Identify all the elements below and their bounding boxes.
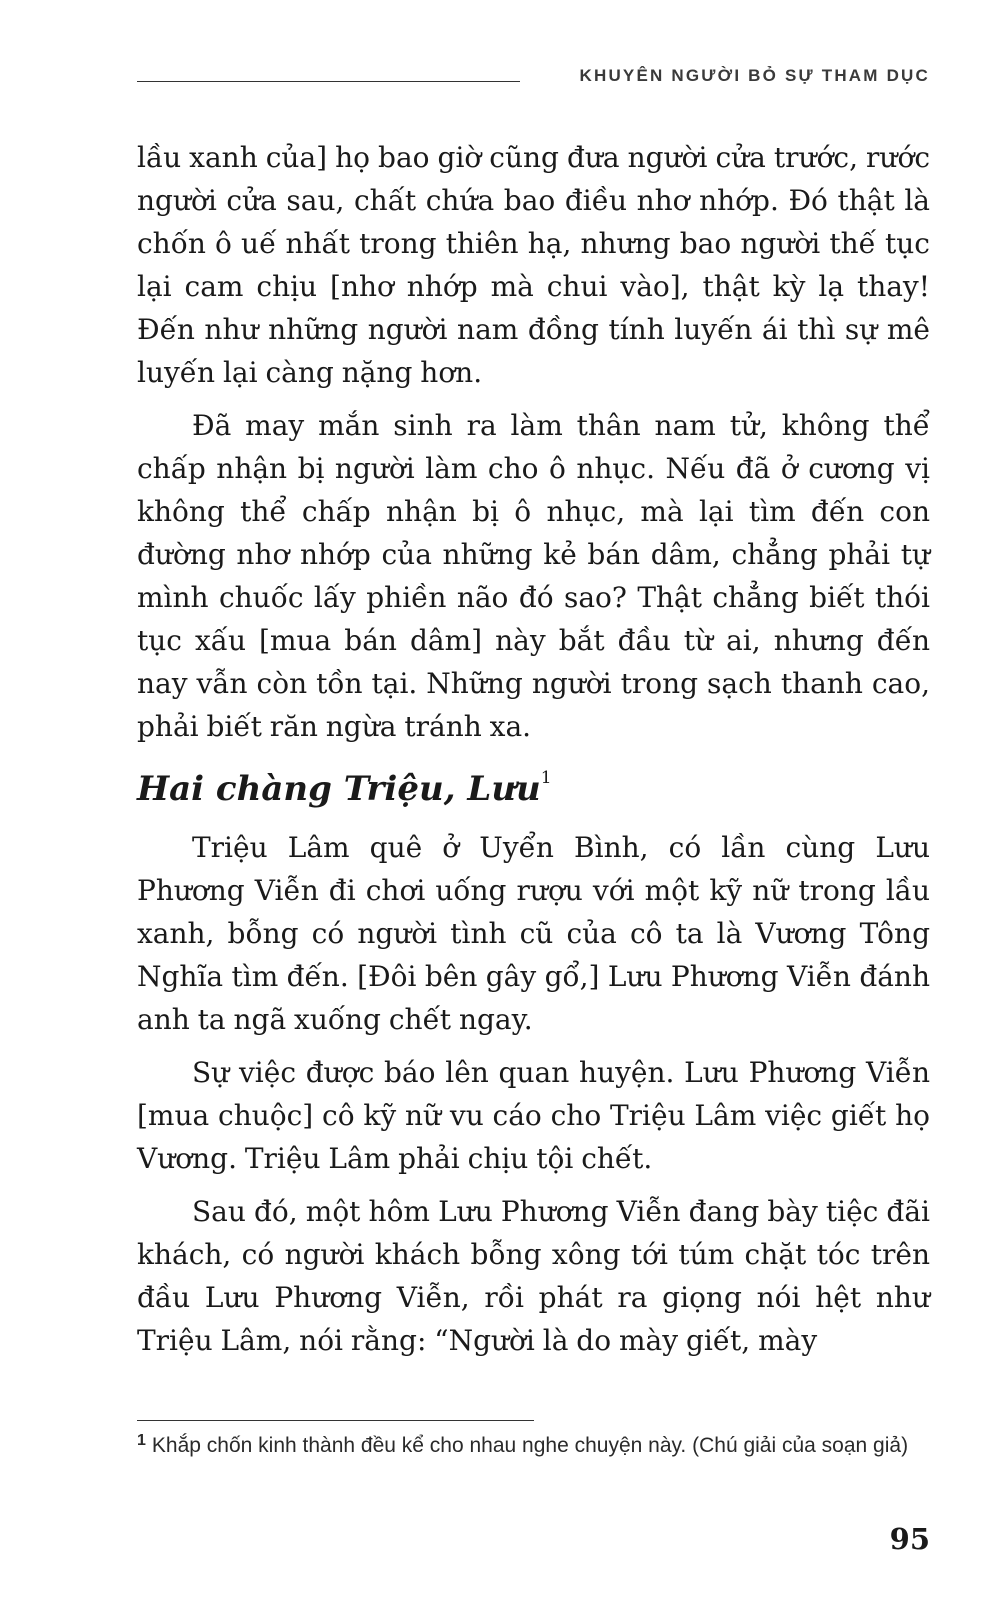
footnote-number: 1 (137, 1432, 146, 1449)
footnote (137, 1430, 930, 1461)
paragraph: Triệu Lâm quê ở Uyển Bình, có lần cùng Lưu Phương Viễn đi chơi uống rượu với một kỹ nữ trong lầu xanh, bỗng có người tình cũ của cô ta là Vương Tông Nghĩa tìm đến. [Đôi bên gây gổ,] Lưu Phương Viễn đánh anh ta ngã xuống chết ngay. (137, 831, 930, 1036)
footnote-text: Khắp chốn kinh thành đều kể cho nhau nghe chuyện này. (Chú giải của soạn giả) (151, 1434, 909, 1457)
footnote-rule (137, 1420, 534, 1421)
paragraph: Đã may mắn sinh ra làm thân nam tử, không thể chấp nhận bị người làm cho ô nhục. Nếu đã ở cương vị không thể chấp nhận bị ô nhục, mà lại tìm đến con đường nhơ nhớp của những kẻ bán dâm, chẳng phải tự mình chuốc lấy phiền não đó sao? Thật chẳng biết thói tục xấu [mua bán dâm] này bắt đầu từ ai, nhưng đến nay vẫn còn tồn tại. Những người trong sạch thanh cao, phải biết răn ngừa tránh xa. (137, 409, 930, 743)
page-body (137, 136, 930, 1362)
paragraph: Sự việc được báo lên quan huyện. Lưu Phương Viễn [mua chuộc] cô kỹ nữ vu cáo cho Triệu Lâm việc giết họ Vương. Triệu Lâm phải chịu tội chết. (137, 1056, 930, 1175)
footnote-reference[interactable]: 1 (540, 768, 552, 788)
section-heading (137, 766, 930, 812)
header-rule (137, 81, 520, 82)
paragraph-continuation: lầu xanh của] họ bao giờ cũng đưa người cửa trước, rước người cửa sau, chất chứa bao điều nhơ nhớp. Đó thật là chốn ô uế nhất trong thiên hạ, nhưng bao người thế tục lại cam chịu [nhơ nhớp mà chui vào], thật kỳ lạ thay! Đến như những người nam đồng tính luyến ái thì sự mê luyến lại càng nặng hơn. (137, 141, 930, 389)
page-number: 95 (889, 1522, 930, 1556)
running-title: KHUYÊN NGƯỜI BỎ SỰ THAM DỤC (579, 66, 930, 85)
section-heading-text: Hai chàng Triệu, Lưu (137, 769, 541, 809)
paragraph: Sau đó, một hôm Lưu Phương Viễn đang bày tiệc đãi khách, có người khách bỗng xông tới túm chặt tóc trên đầu Lưu Phương Viễn, rồi phát ra giọng nói hệt như Triệu Lâm, nói rằng: “Người là do mày giết, mày (137, 1195, 930, 1357)
